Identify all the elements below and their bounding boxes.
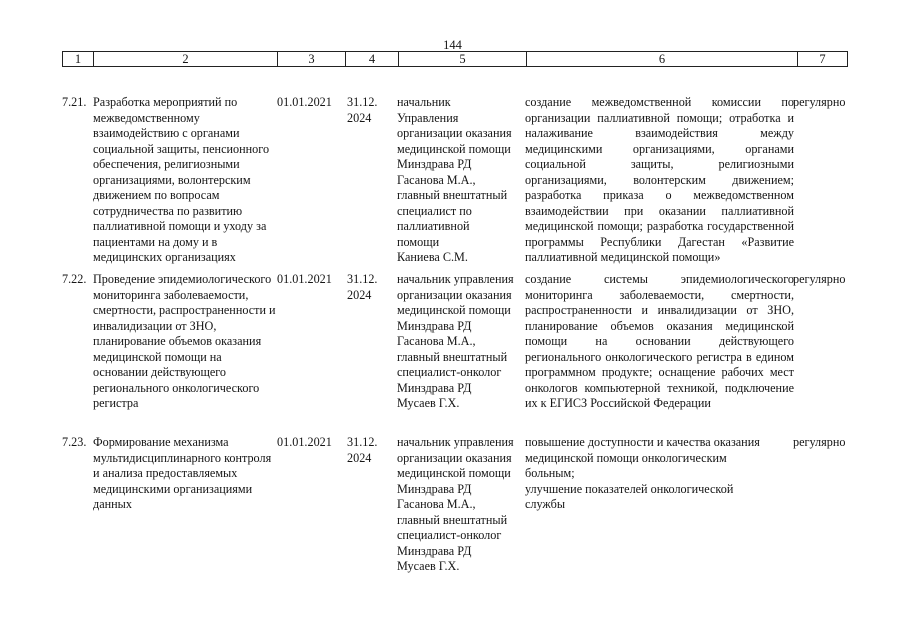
activity-title: Формирование механизма мультидисциплинарного контроля и анализа предоставляемых медицинскими организациями данных bbox=[93, 435, 272, 511]
column-number-4: 4 bbox=[346, 52, 399, 66]
responsible-line: организации оказания bbox=[397, 287, 512, 302]
expected-result bbox=[525, 435, 770, 513]
responsible-line: медицинской помощи bbox=[397, 466, 511, 480]
responsible-line: специалист по bbox=[397, 203, 472, 218]
responsible-line: Минздрава РД bbox=[397, 318, 472, 333]
row-number: 7.22. bbox=[62, 272, 87, 286]
responsible-line: Минздрава РД bbox=[397, 543, 472, 558]
responsible-line: начальник управления bbox=[397, 272, 514, 286]
responsible-line: Минздрава РД bbox=[397, 481, 472, 496]
column-number-header bbox=[62, 51, 848, 67]
responsible-line: специалист-онколог bbox=[397, 365, 502, 379]
column-number-1: 1 bbox=[63, 52, 94, 66]
responsible-line: паллиативной bbox=[397, 219, 470, 233]
responsible-line: помощи bbox=[397, 234, 440, 249]
end-date: 31.12. 2024 bbox=[347, 272, 378, 302]
responsible-line: специалист-онколог bbox=[397, 528, 502, 542]
activity-title: Разработка мероприятий по межведомственному взаимодействию с органами социальной защиты, пенсионного обеспечения, религиозными организациями, волонтерским движением по вопросам сотрудничества по развитию паллиативной помощи и уходу за пациентами на дому и в медицинских организациях bbox=[93, 95, 270, 264]
result-line: улучшение показателей онкологической службы bbox=[525, 481, 734, 511]
responsible-line: Гасанова М.А., bbox=[397, 497, 476, 511]
responsible-line: начальник bbox=[397, 95, 451, 109]
responsible-persons bbox=[397, 95, 527, 266]
start-date: 01.01.2021 bbox=[277, 435, 332, 449]
responsible-line: Управления bbox=[397, 110, 459, 125]
responsible-line: Гасанова М.А., bbox=[397, 334, 476, 348]
frequency: регулярно bbox=[793, 272, 846, 286]
responsible-persons bbox=[397, 435, 527, 575]
column-number-6: 6 bbox=[527, 52, 798, 66]
frequency: регулярно bbox=[793, 95, 846, 109]
row-number: 7.21. bbox=[62, 95, 87, 109]
expected-result: создание системы эпидемиологического мониторинга заболеваемости, смертности, распространенности и инвалидизации от ЗНО, планирование объемов оказания медицинской помощи на основании действующего регионального онкологического регистра в едином программном продукте; оснащение рабочих мест онкологов компьютерной техникой, подключение их к ЕГИСЗ Российской Федерации bbox=[525, 272, 794, 410]
responsible-line: главный внештатный bbox=[397, 188, 508, 202]
column-number-2: 2 bbox=[94, 52, 278, 66]
responsible-line: Каниева С.М. bbox=[397, 250, 468, 264]
column-number-7: 7 bbox=[819, 52, 826, 66]
responsible-line: медицинской помощи bbox=[397, 303, 511, 317]
start-date: 01.01.2021 bbox=[277, 272, 332, 286]
frequency: регулярно bbox=[793, 435, 846, 449]
result-line: повышение доступности и качества оказания медицинской помощи онкологическим больным; bbox=[525, 435, 760, 480]
responsible-line: Гасанова М.А., bbox=[397, 172, 476, 187]
start-date: 01.01.2021 bbox=[277, 95, 332, 109]
end-date: 31.12. 2024 bbox=[347, 95, 378, 125]
page-number: 144 bbox=[443, 38, 462, 52]
responsible-line: Минздрава РД bbox=[397, 157, 472, 171]
end-date: 31.12. 2024 bbox=[347, 435, 378, 465]
responsible-line: медицинской помощи bbox=[397, 141, 511, 156]
responsible-line: главный внештатный bbox=[397, 512, 508, 527]
responsible-line: организации оказания bbox=[397, 126, 512, 140]
expected-result: создание межведомственной комиссии по организации паллиативной помощи; отработка и налаживание взаимодействия между медицинскими организациями, органами социальной защиты, религиозными организациями, волонтерским движением; разработка приказа о межведомственном взаимодействии при оказании паллиативной медицинской помощи; разработка государственной программы Республики Дагестан «Развитие паллиативной медицинской помощи» bbox=[525, 95, 794, 264]
responsible-line: Минздрава РД bbox=[397, 380, 472, 395]
responsible-line: главный внештатный bbox=[397, 349, 508, 364]
responsible-line: организации оказания bbox=[397, 450, 512, 465]
row-number: 7.23. bbox=[62, 435, 87, 449]
responsible-line: Мусаев Г.Х. bbox=[397, 396, 460, 410]
responsible-persons bbox=[397, 272, 527, 412]
column-number-3: 3 bbox=[278, 52, 346, 66]
responsible-line: Мусаев Г.Х. bbox=[397, 559, 460, 573]
column-number-5: 5 bbox=[399, 52, 527, 66]
activity-title: Проведение эпидемиологического мониторинга заболеваемости, смертности, распространенности и инвалидизации от ЗНО, планирование объемов оказания медицинской помощи на основании действующего регионального онкологического регистра bbox=[93, 272, 276, 410]
responsible-line: начальник управления bbox=[397, 435, 514, 449]
